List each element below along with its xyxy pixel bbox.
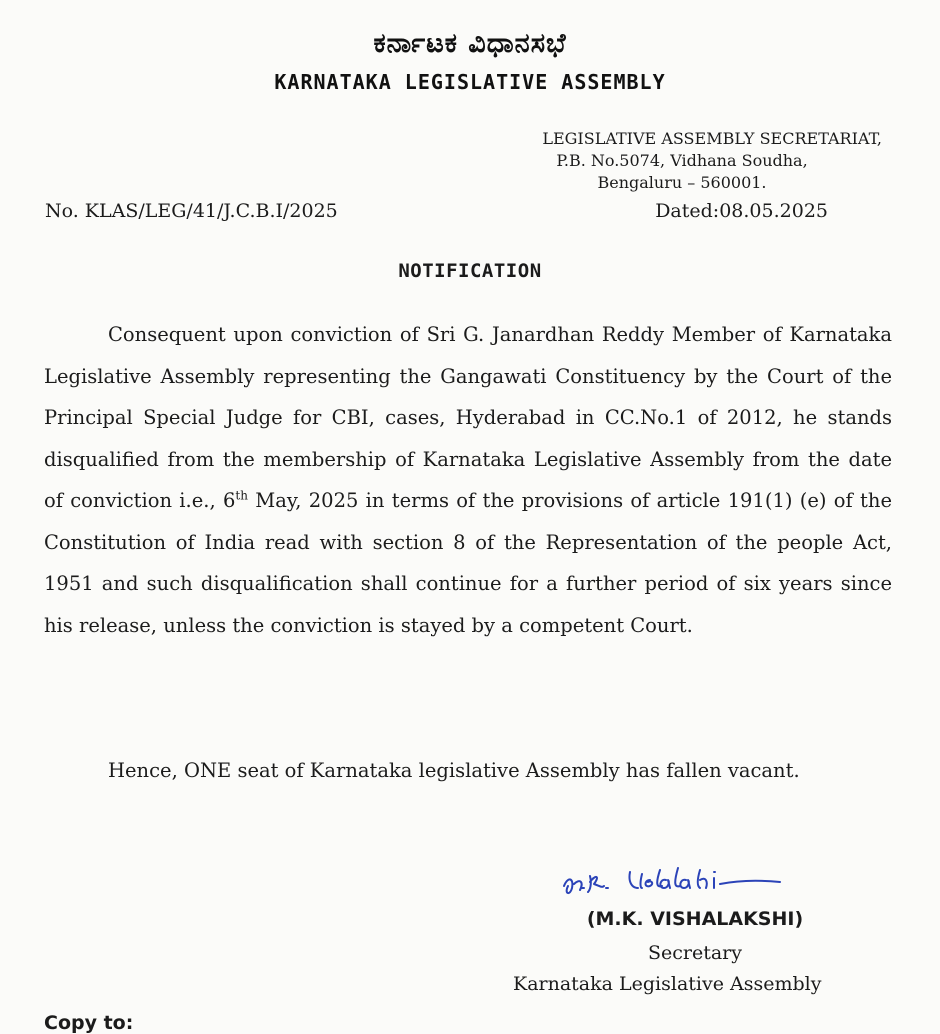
secretariat-address bbox=[482, 128, 882, 194]
kannada-title: ಕರ್ನಾಟಕ ವಿಧಾನಸಭೆ bbox=[373, 28, 567, 59]
paragraph-1-part-b: May, 2025 in terms of the provisions of article 191(1) (e) of the Constitution of India read with section 8 of the Representation of the people Act, 1951 and such disqualification shall continue for a further period of six years since his release, unless the conviction is stayed by a competent Court. bbox=[44, 489, 892, 637]
ordinal-suffix: th bbox=[235, 488, 248, 503]
signatory-name: (M.K. VISHALAKSHI) bbox=[586, 908, 804, 930]
address-line-3: Bengaluru – 560001. bbox=[597, 173, 767, 192]
notification-paragraph-1 bbox=[44, 314, 892, 646]
address-line-1: LEGISLATIVE ASSEMBLY SECRETARIAT, bbox=[542, 129, 882, 148]
signatory-title: Secretary bbox=[647, 942, 742, 964]
address-line-2: P.B. No.5074, Vidhana Soudha, bbox=[556, 151, 808, 170]
date: Dated:08.05.2025 bbox=[655, 200, 828, 222]
handwritten-signature bbox=[560, 862, 830, 902]
reference-number: No. KLAS/LEG/41/J.C.B.I/2025 bbox=[45, 200, 338, 222]
copy-to-label: Copy to: bbox=[44, 1012, 134, 1034]
english-title: KARNATAKA LEGISLATIVE ASSEMBLY bbox=[274, 70, 666, 94]
paragraph-1-part-a: Consequent upon conviction of Sri G. Janardhan Reddy Member of Karnataka Legislative Assembly representing the Gangawati Constituency by the Court of the Principal Special Judge for CBI, cases, Hyderabad in CC.No.1 of 2012, he stands disqualified from the membership of Karnataka Legislative Assembly from the date of conviction i.e., 6 bbox=[44, 323, 892, 512]
notification-paragraph-2: Hence, ONE seat of Karnataka legislative Assembly has fallen vacant. bbox=[108, 759, 800, 782]
notification-heading: NOTIFICATION bbox=[398, 260, 542, 282]
signatory-organization: Karnataka Legislative Assembly bbox=[513, 973, 822, 995]
